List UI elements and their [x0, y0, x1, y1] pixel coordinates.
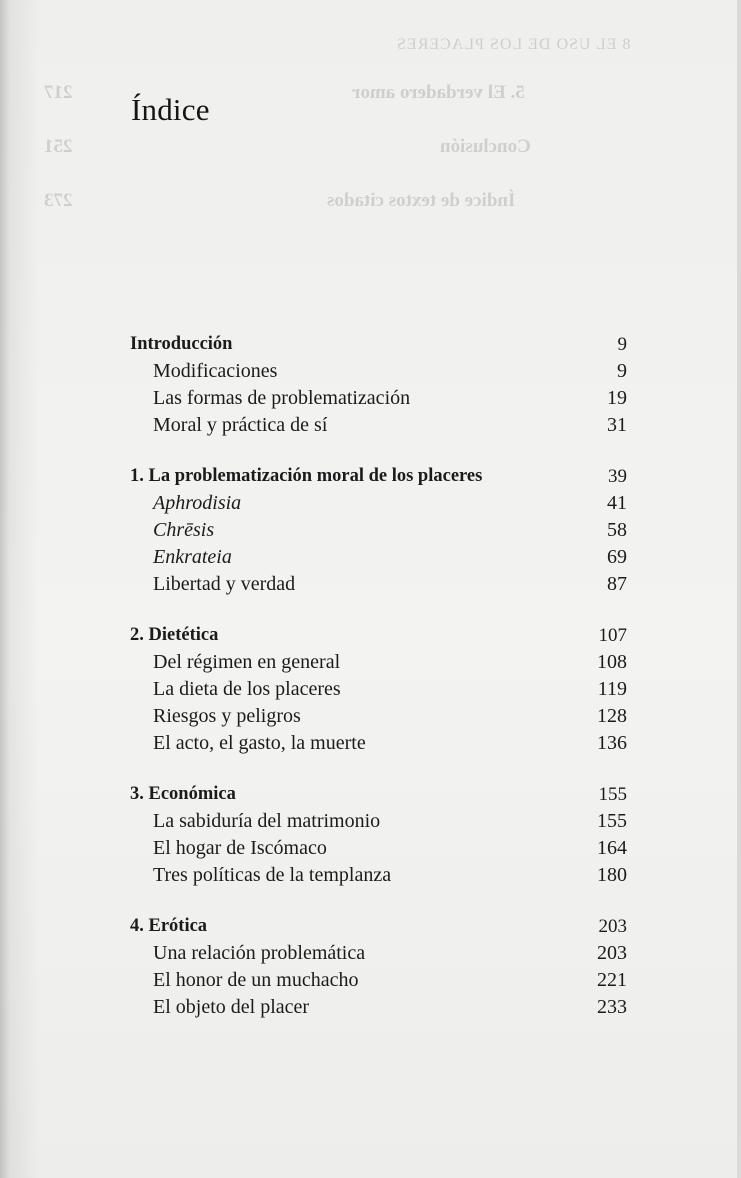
toc-page-number: 87: [607, 573, 627, 595]
toc-page-number: 39: [608, 466, 627, 487]
toc-entry-label: El honor de un muchacho: [153, 969, 359, 991]
toc-entry-label: El objeto del placer: [153, 996, 310, 1018]
toc-page-number: 180: [597, 864, 627, 886]
table-of-contents: [130, 331, 627, 1045]
bleed-page: 251: [44, 136, 73, 157]
toc-entry: [130, 862, 627, 889]
toc-entry: [130, 358, 627, 385]
bleed-page: 217: [44, 82, 73, 103]
toc-page-number: 203: [597, 942, 627, 964]
bleed-entry: 5. El verdadero amor: [352, 82, 525, 103]
toc-entry-label: Del régimen en general: [153, 651, 341, 673]
toc-entry-label: Chrēsis: [153, 519, 215, 541]
toc-entry: [130, 703, 627, 730]
toc-section-title: 2. Dietética: [130, 625, 219, 645]
toc-entry: [130, 385, 627, 412]
toc-page-number: 155: [598, 784, 627, 805]
toc-entry: [130, 517, 627, 544]
toc-section-title: 1. La problematización moral de los placeres: [130, 466, 483, 486]
toc-page-number: 19: [607, 387, 627, 409]
toc-page-number: 155: [597, 810, 627, 832]
toc-entry-label: El hogar de Iscómaco: [153, 837, 327, 859]
toc-entry-label: El acto, el gasto, la muerte: [153, 732, 366, 754]
toc-section: [130, 781, 627, 889]
toc-page-number: 107: [598, 625, 627, 646]
toc-entry-label: Aphrodisia: [153, 492, 242, 514]
toc-entry: [130, 490, 627, 517]
toc-section-heading: [130, 622, 627, 649]
toc-entry: [130, 967, 627, 994]
toc-section-heading: [130, 913, 627, 940]
toc-entry: [130, 994, 627, 1021]
toc-section: [130, 331, 627, 439]
toc-section: [130, 622, 627, 757]
toc-entry-label: Tres políticas de la templanza: [153, 864, 392, 886]
toc-entry-label: Las formas de problematización: [153, 387, 411, 409]
toc-section: [130, 463, 627, 598]
toc-page-number: 58: [607, 519, 627, 541]
bleed-running-head: 8 EL USO DE LOS PLACERES: [396, 36, 631, 53]
bleed-page: 273: [44, 190, 73, 211]
toc-page-number: 203: [598, 916, 627, 937]
toc-section: [130, 913, 627, 1021]
toc-page-number: 9: [617, 360, 627, 382]
toc-page-number: 136: [597, 732, 627, 754]
toc-section-heading: [130, 781, 627, 808]
toc-entry-label: Libertad y verdad: [153, 573, 296, 595]
bleed-entry: Conclusión: [440, 136, 531, 157]
page-edge: [737, 0, 741, 1178]
bleed-entry: Índice de textos citados: [327, 190, 516, 211]
toc-page-number: 128: [597, 705, 627, 727]
toc-entry-label: Una relación problemática: [153, 942, 366, 964]
toc-entry-label: La dieta de los placeres: [153, 678, 341, 700]
toc-section-title: 4. Erótica: [130, 916, 208, 936]
toc-section-heading: [130, 331, 627, 358]
toc-entry-label: Enkrateia: [153, 546, 232, 568]
page-title: Índice: [131, 92, 210, 127]
toc-page-number: 119: [597, 678, 627, 700]
toc-entry: [130, 940, 627, 967]
toc-page-number: 233: [597, 996, 627, 1018]
toc-section-title: 3. Económica: [130, 784, 236, 804]
toc-entry-label: Riesgos y peligros: [153, 705, 301, 727]
toc-entry: [130, 412, 627, 439]
toc-entry: [130, 544, 627, 571]
toc-section-heading: [130, 463, 627, 490]
toc-entry-label: La sabiduría del matrimonio: [153, 810, 381, 832]
toc-section-title: Introducción: [130, 334, 233, 354]
toc-entry: [130, 808, 627, 835]
toc-page-number: 108: [597, 651, 627, 673]
toc-page-number: 221: [597, 969, 627, 991]
toc-page-number: 69: [607, 546, 627, 568]
toc-entry-label: Moral y práctica de sí: [153, 414, 328, 436]
toc-entry-label: Modificaciones: [153, 360, 278, 382]
toc-page-number: 41: [607, 492, 627, 514]
toc-page-number: 31: [607, 414, 627, 436]
toc-entry: [130, 835, 627, 862]
toc-page-number: 164: [597, 837, 627, 859]
toc-entry: [130, 649, 627, 676]
toc-entry: [130, 676, 627, 703]
toc-entry: [130, 571, 627, 598]
toc-entry: [130, 730, 627, 757]
toc-page-number: 9: [617, 334, 627, 355]
